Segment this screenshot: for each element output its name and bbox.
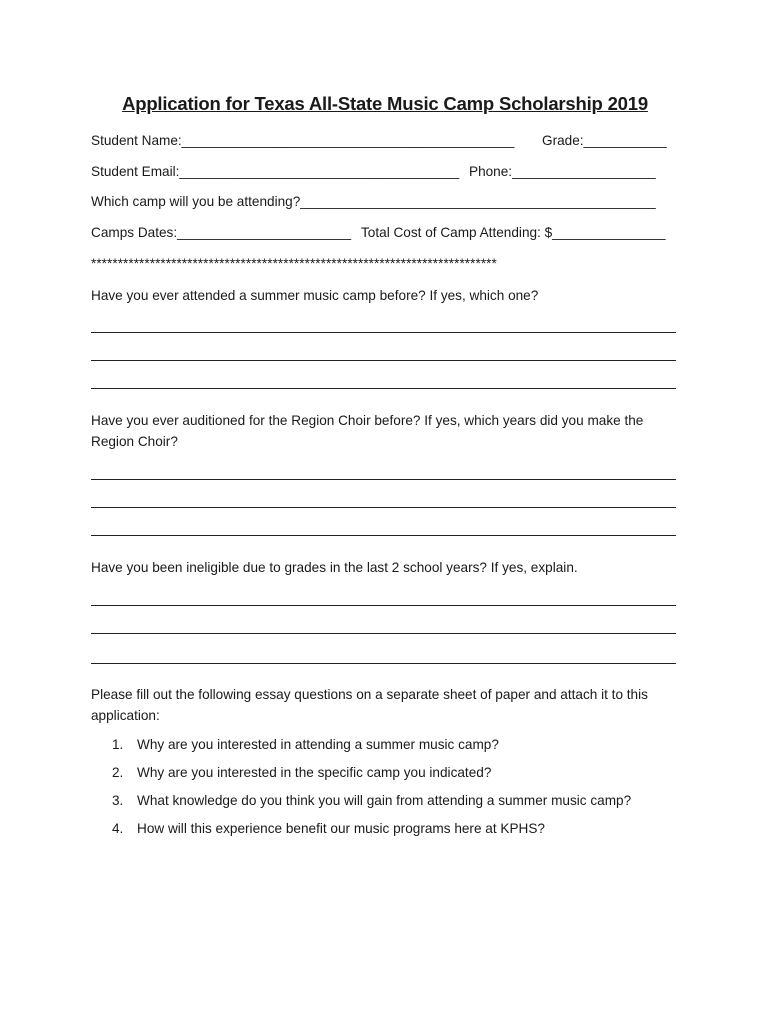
essay-item-text: Why are you interested in attending a summer music camp? — [137, 737, 499, 752]
question-1: Have you ever attended a summer music camp before? If yes, which one? — [91, 288, 539, 303]
camp-dates-field[interactable]: Camps Dates:_______________________ — [91, 225, 352, 240]
essay-item-number: 2. — [112, 765, 124, 780]
essay-item-text: Why are you interested in the specific camp you indicated? — [137, 765, 492, 780]
answer-line[interactable] — [91, 663, 676, 664]
student-name-field[interactable]: Student Name:____________________________________________ — [91, 133, 515, 148]
answer-line[interactable] — [91, 388, 676, 389]
answer-line[interactable] — [91, 633, 676, 634]
form-title: Application for Texas All-State Music Camp Scholarship 2019 — [122, 93, 648, 114]
separator-line: **************************************************************************** — [91, 256, 497, 271]
grade-field[interactable]: Grade:___________ — [542, 133, 667, 148]
essay-item-text: What knowledge do you think you will gain from attending a summer music camp? — [137, 793, 632, 808]
essay-item-number: 4. — [112, 821, 124, 836]
total-cost-field[interactable]: Total Cost of Camp Attending: $_______________ — [361, 225, 666, 240]
essay-item-number: 1. — [112, 737, 124, 752]
student-email-field[interactable]: Student Email:_____________________________________ — [91, 164, 460, 179]
answer-line[interactable] — [91, 507, 676, 508]
answer-line[interactable] — [91, 605, 676, 606]
question-2: Have you ever auditioned for the Region Choir before? If yes, which years did you make the Region Choir? — [91, 413, 644, 449]
essay-item-number: 3. — [112, 793, 124, 808]
answer-line[interactable] — [91, 535, 676, 536]
answer-line[interactable] — [91, 332, 676, 333]
essay-item-text: How will this experience benefit our music programs here at KPHS? — [137, 821, 545, 836]
answer-line[interactable] — [91, 360, 676, 361]
camp-field[interactable]: Which camp will you be attending?_______________________________________________ — [91, 194, 656, 209]
essay-instructions: Please fill out the following essay questions on a separate sheet of paper and attach it to this application: — [91, 687, 648, 723]
answer-line[interactable] — [91, 479, 676, 480]
question-3: Have you been ineligible due to grades in the last 2 school years? If yes, explain. — [91, 560, 578, 575]
phone-field[interactable]: Phone:___________________ — [469, 164, 656, 179]
